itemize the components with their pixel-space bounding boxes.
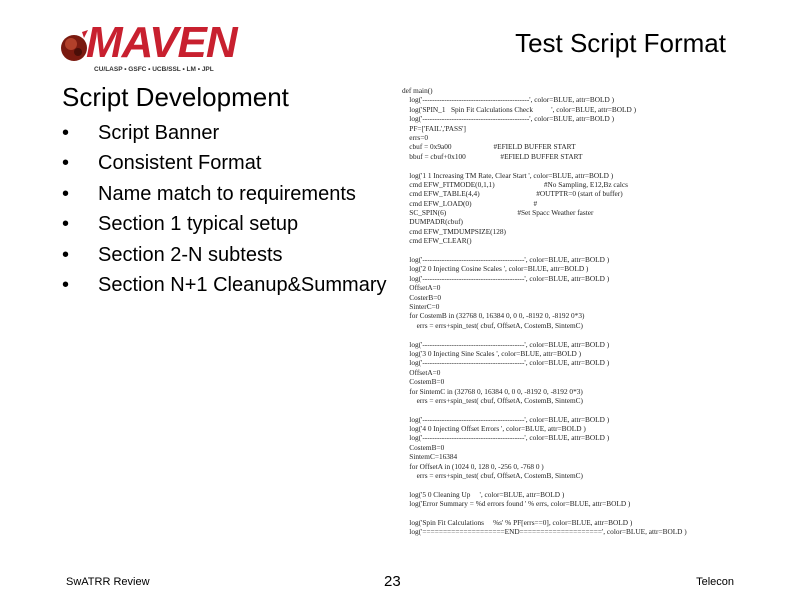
footer-review-name: SwATRR Review bbox=[66, 576, 150, 588]
code-line: CostemB=0 bbox=[402, 442, 445, 452]
slide-title: Test Script Format bbox=[515, 28, 726, 58]
logo-partners: CU/LASP • GSFC • UCB/SSL • LM • JPL bbox=[94, 66, 214, 73]
code-line: errs = errs+spin_test( cbuf, OffsetA, CostemB, SintemC) bbox=[402, 471, 583, 481]
code-line: SinterC=0 bbox=[402, 301, 440, 311]
code-line: log('====================END====================', color=BLUE, attr=BOLD ) bbox=[402, 527, 687, 537]
code-line: log('Spin Fit Calculations %s' % PF[errs==0], color=BLUE, attr=BOLD ) bbox=[402, 517, 633, 527]
bullet-text: Script Banner bbox=[98, 122, 220, 144]
code-line: PF=['FAIL','PASS'] bbox=[402, 123, 466, 133]
bullet-dot-icon: • bbox=[62, 122, 70, 144]
code-line bbox=[402, 161, 786, 170]
bullet-dot-icon: • bbox=[62, 243, 70, 266]
bullet-text: Section N+1 Cleanup&Summary bbox=[98, 273, 387, 296]
bullet-dot-icon: • bbox=[62, 182, 70, 205]
code-line: for SintemC in (32768 0, 16384 0, 0 0, -8192 0, -8192 0*3) bbox=[402, 386, 583, 396]
code-line: cmd EFW_CLEAR() bbox=[402, 236, 472, 246]
code-line: DUMPADR(cbuf) bbox=[402, 217, 463, 227]
code-line: cmd EFW_FITMODE(0,1,1) #No Sampling, E12,Bz calcs bbox=[402, 179, 628, 189]
logo-wordmark: MAVEN bbox=[86, 18, 237, 67]
code-line: for OffsetA in (1024 0, 128 0, -256 0, -768 0 ) bbox=[402, 461, 544, 471]
code-line: OffsetA=0 bbox=[402, 367, 441, 377]
code-line: CosterB=0 bbox=[402, 292, 441, 302]
code-line: cbuf = 0x9a00 #EFIELD BUFFER START bbox=[402, 142, 576, 152]
bullet-list bbox=[62, 118, 386, 300]
page-number: 23 bbox=[384, 573, 401, 590]
code-line: errs = errs+spin_test( cbuf, OffsetA, CostemB, SintemC) bbox=[402, 395, 583, 405]
bullet-dot-icon: • bbox=[62, 213, 70, 236]
code-line: log('------------------------------------------', color=BLUE, attr=BOLD ) bbox=[402, 358, 610, 368]
code-line: log('2 0 Injecting Cosine Scales ', color=BLUE, attr=BOLD ) bbox=[402, 264, 589, 274]
code-line bbox=[402, 480, 786, 489]
bullet-text: Name match to requirements bbox=[98, 182, 356, 205]
code-line bbox=[402, 246, 786, 255]
code-line: SC_SPIN(6) #Set Spacc Weather faster bbox=[402, 208, 594, 218]
code-line: bbuf = cbuf+0x100 #EFIELD BUFFER START bbox=[402, 151, 583, 161]
code-line: cmd EFW_LOAD(0) # bbox=[402, 198, 538, 208]
code-line: log('5 0 Cleaning Up ', color=BLUE, attr=BOLD ) bbox=[402, 489, 565, 499]
code-line: log('SPIN_1 Spin Fit Calculations Check ', color=BLUE, attr=BOLD ) bbox=[402, 104, 637, 114]
code-line bbox=[402, 405, 786, 414]
code-line: errs=0 bbox=[402, 132, 428, 142]
bullet-item bbox=[62, 118, 386, 148]
code-line: log('------------------------------------------', color=BLUE, attr=BOLD ) bbox=[402, 433, 610, 443]
code-line bbox=[402, 509, 786, 518]
bullet-item bbox=[62, 270, 386, 300]
code-line: log('3 0 Injecting Sine Scales ', color=BLUE, attr=BOLD ) bbox=[402, 348, 582, 358]
code-line: log('1 1 Increasing TM Rate, Clear Start ', color=BLUE, attr=BOLD ) bbox=[402, 170, 614, 180]
maven-logo bbox=[60, 16, 237, 78]
code-line: cmd EFW_TMDUMPSIZE(128) bbox=[402, 226, 506, 236]
footer-meeting-type: Telecon bbox=[696, 576, 734, 588]
code-line: SintemC=16384 bbox=[402, 452, 458, 462]
bullet-item bbox=[62, 148, 386, 178]
code-line: errs = errs+spin_test( cbuf, OffsetA, CostemB, SintemC) bbox=[402, 320, 583, 330]
code-line: log('------------------------------------------', color=BLUE, attr=BOLD ) bbox=[402, 273, 610, 283]
section-title: Script Development bbox=[62, 82, 289, 112]
code-line: OffsetA=0 bbox=[402, 283, 441, 293]
code-line: log('------------------------------------------', color=BLUE, attr=BOLD ) bbox=[402, 255, 610, 265]
code-line: log('------------------------------------------', color=BLUE, attr=BOLD ) bbox=[402, 414, 610, 424]
code-line: log('Error Summary = %d errors found ' % errs, color=BLUE, attr=BOLD ) bbox=[402, 499, 631, 509]
bullet-item bbox=[62, 209, 386, 239]
bullet-text: Consistent Format bbox=[98, 152, 262, 175]
bullet-dot-icon: • bbox=[62, 152, 70, 175]
bullet-text: Section 2-N subtests bbox=[98, 243, 283, 266]
code-line: def main() bbox=[402, 86, 433, 95]
bullet-item bbox=[62, 179, 386, 209]
bullet-item bbox=[62, 240, 386, 270]
code-listing bbox=[402, 86, 786, 556]
code-line bbox=[402, 330, 786, 339]
code-line: CostemB=0 bbox=[402, 377, 445, 387]
code-line: log('--------------------------------------------', color=BLUE, attr=BOLD ) bbox=[402, 114, 615, 124]
bullet-text: Section 1 typical setup bbox=[98, 213, 299, 236]
code-line: log('4 0 Injecting Offset Errors ', color=BLUE, attr=BOLD ) bbox=[402, 424, 586, 434]
code-line: cmd EFW_TABLE(4,4) #OUTPTR=0 (start of buffer) bbox=[402, 189, 623, 199]
bullet-dot-icon: • bbox=[62, 273, 70, 296]
code-line: log('--------------------------------------------', color=BLUE, attr=BOLD ) bbox=[402, 95, 615, 105]
code-line: log('------------------------------------------', color=BLUE, attr=BOLD ) bbox=[402, 339, 610, 349]
code-line: for CostemB in (32768 0, 16384 0, 0 0, -8192 0, -8192 0*3) bbox=[402, 311, 585, 321]
